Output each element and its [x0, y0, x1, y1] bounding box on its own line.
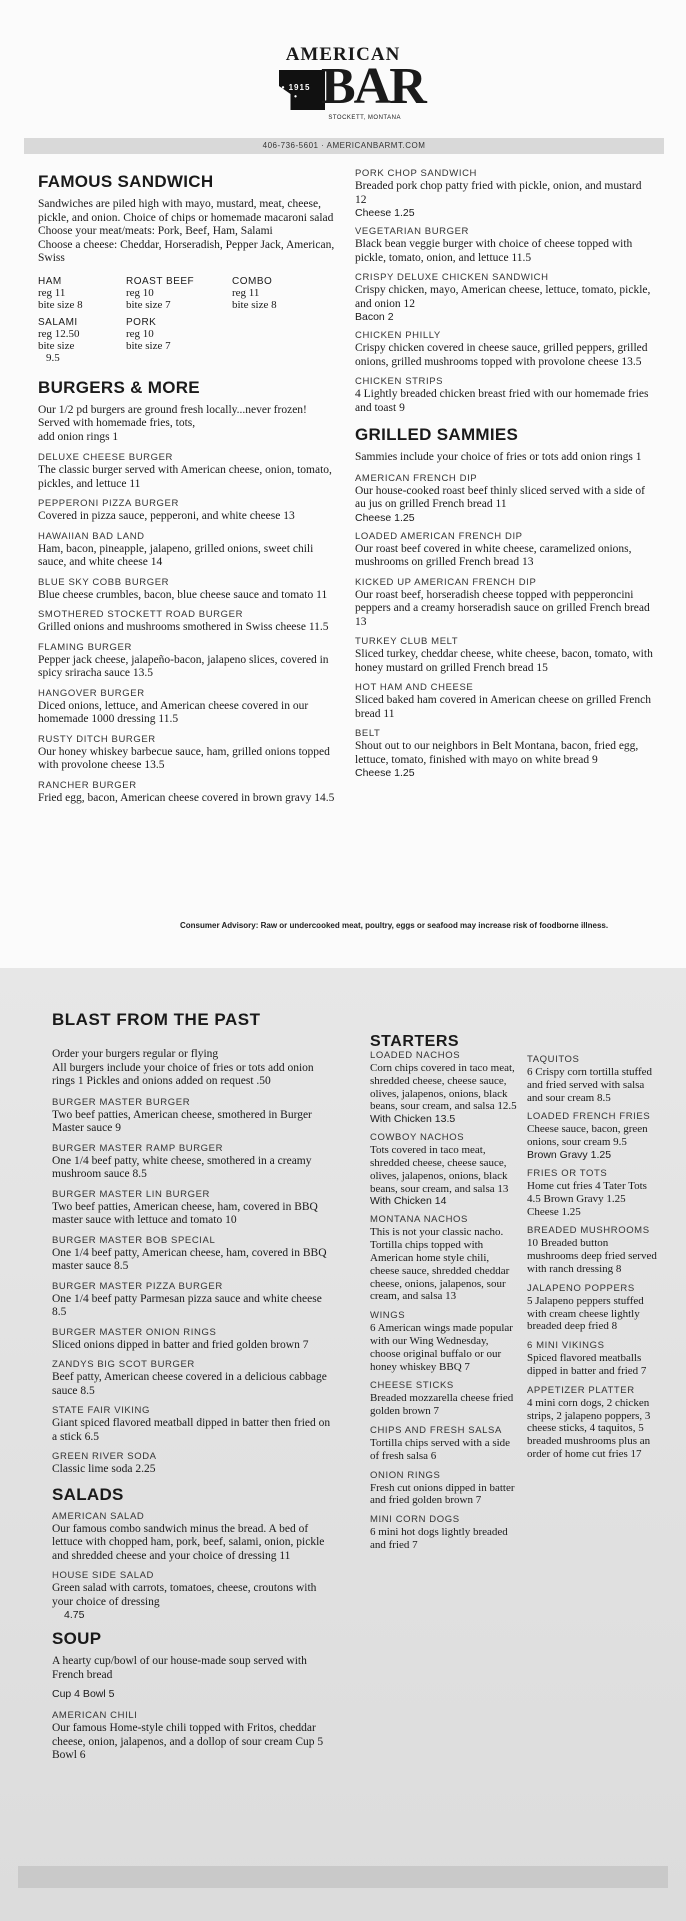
menu-item-name: HOT HAM AND CHEESE — [355, 682, 474, 693]
meat-option — [232, 276, 332, 311]
menu-item-description: The classic burger served with American cheese, onion, tomato, pickles, and lettuce 11 — [38, 464, 332, 490]
meat-option — [232, 317, 332, 364]
logo-top-text: AMERICAN — [285, 44, 401, 65]
meat-option-price: reg 12.50 — [38, 327, 80, 340]
consumer-advisory: Consumer Advisory: Raw or undercooked meat, poultry, eggs or seafood may increase risk of foodborne illness. — [180, 921, 609, 930]
menu-item-name: RUSTY DITCH BURGER — [38, 733, 156, 745]
menu-item-description: Tortilla chips served with a side of fresh salsa 6 — [370, 1436, 511, 1462]
menu-item-name: AMERICAN FRENCH DIP — [355, 472, 478, 484]
salads-title: SALADS — [52, 1484, 124, 1504]
menu-item — [38, 734, 338, 773]
menu-item-description: Green salad with carrots, tomatoes, cheese, croutons with your choice of dressing — [52, 1582, 317, 1608]
page1-right-column — [355, 168, 655, 786]
menu-item-name: RANCHER BURGER — [38, 779, 137, 791]
starters-right-column — [527, 1054, 657, 1468]
menu-item-description: Classic lime soda 2.25 — [52, 1463, 156, 1475]
menu-item-description: Crispy chicken, mayo, American cheese, lettuce, tomato, pickle, and onion 12 — [355, 284, 651, 310]
page1-left-column — [38, 172, 338, 812]
menu-item-extra: Bacon 2 — [355, 311, 394, 323]
starters-middle-column — [370, 1034, 518, 1559]
menu-item-description: Our honey whiskey barbecue sauce, ham, grilled onions topped with provolone cheese 13.5 — [38, 745, 330, 771]
menu-item — [355, 728, 655, 779]
famous-sandwich-intro: Sandwiches are piled high with mayo, mustard, meat, cheese, pickle, and onion. Choice of chips or homemade macaroni salad — [38, 198, 334, 224]
menu-item-name: MINI CORN DOGS — [370, 1514, 460, 1526]
menu-item-name: LOADED NACHOS — [370, 1050, 461, 1061]
menu-item — [52, 1710, 337, 1763]
menu-item-name: HOUSE SIDE SALAD — [52, 1570, 154, 1581]
menu-item — [38, 642, 338, 681]
starters-middle-items — [370, 1050, 518, 1552]
menu-item-name: AMERICAN SALAD — [52, 1510, 145, 1522]
meat-option-price: bite size — [38, 339, 75, 352]
meat-option-price: bite size 7 — [126, 339, 171, 352]
menu-item — [52, 1327, 337, 1353]
meat-option-price: bite size 8 — [38, 298, 83, 311]
menu-item-description: Covered in pizza sauce, pepperoni, and white cheese 13 — [38, 510, 295, 522]
menu-item — [52, 1097, 337, 1136]
menu-item-description: Our famous combo sandwich minus the bread. A bed of lettuce with chopped ham, pork, beef, salami, onion, pickle and shredded cheese and your choice of dressing 11 — [52, 1522, 325, 1562]
menu-item-description: Tots covered in taco meat, shredded cheese, cheese sauce, olives, jalapenos, onions, black beans, sour cream, and salsa 13 — [370, 1144, 509, 1195]
menu-item-name: CRISPY DELUXE CHICKEN SANDWICH — [355, 272, 549, 283]
logo-subtitle: STOCKETT, MONTANA — [328, 115, 401, 121]
menu-item-description: 4 mini corn dogs, 2 chicken strips, 2 jalapeno poppers, 3 cheese sticks, 4 taquitos, 5 breaded mushrooms plus an order of home cut fries 17 — [527, 1396, 651, 1460]
grilled-sammies-intro: Sammies include your choice of fries or tots add onion rings 1 — [355, 451, 642, 463]
menu-item-description: Sliced turkey, cheddar cheese, white cheese, bacon, tomato, with honey mustard on grilled French bread 15 — [355, 648, 653, 674]
salad-items — [52, 1511, 337, 1622]
menu-item-name: SMOTHERED STOCKETT ROAD BURGER — [38, 609, 244, 620]
menu-item-description: Cheese sauce, bacon, green onions, sour cream 9.5 — [527, 1123, 648, 1149]
menu-item-name: FRIES OR TOTS — [527, 1167, 608, 1179]
menu-item-description: Our famous Home-style chili topped with Fritos, cheddar cheese, onion, jalapenos, and a dollop of sour cream Cup 5 Bowl 6 — [52, 1722, 324, 1761]
menu-item-description: Corn chips covered in taco meat, shredded cheese, cheese sauce, olives, jalapenos, onions, black beans, sour cream, and salsa 12.5 — [370, 1062, 517, 1113]
menu-item — [52, 1235, 337, 1274]
meat-option — [126, 276, 232, 311]
menu-item — [527, 1111, 657, 1161]
menu-item-name: STATE FAIR VIKING — [52, 1405, 151, 1416]
menu-item-description: 6 American wings made popular with our Wing Wednesday, choose original buffalo or our honey whiskey BBQ 7 — [370, 1322, 513, 1373]
menu-item-name: CHEESE STICKS — [370, 1380, 454, 1392]
logo-bar-text: BAR — [321, 58, 425, 115]
bottom-bar — [18, 1866, 668, 1888]
burgers-intro: Our 1/2 pd burgers are ground fresh locally...never frozen! Served with homemade fries, tots, — [38, 403, 307, 429]
menu-item-description: Our house-cooked roast beef thinly sliced served with a side of au jus on grilled French bread 11 — [355, 484, 645, 510]
menu-item-description: Crispy chicken covered in cheese sauce, grilled peppers, grilled onions, grilled mushrooms topped with provolone cheese 13.5 — [355, 342, 648, 368]
blast-items — [52, 1097, 337, 1477]
meat-option-price: reg 10 — [126, 286, 154, 299]
menu-item-name: LOADED AMERICAN FRENCH DIP — [355, 530, 523, 542]
meat-option-name: PORK — [126, 316, 157, 328]
menu-item-name: WINGS — [370, 1310, 406, 1322]
menu-item — [52, 1570, 337, 1621]
menu-item-name: FLAMING BURGER — [38, 641, 132, 653]
menu-item-name: BURGER MASTER RAMP BURGER — [52, 1142, 224, 1154]
menu-item-name: CHIPS AND FRESH SALSA — [370, 1424, 502, 1436]
menu-item — [38, 498, 338, 524]
menu-item — [38, 577, 338, 603]
menu-item — [355, 636, 655, 675]
grilled-items — [355, 473, 655, 780]
menu-item-extra: With Chicken 13.5 — [370, 1113, 456, 1126]
menu-item-description: Our roast beef, horseradish cheese topped with pepperoncini peppers and a creamy horseradish sauce on grilled French bread 13 — [355, 588, 650, 628]
menu-item-name: GREEN RIVER SODA — [52, 1451, 157, 1462]
menu-item-name: TURKEY CLUB MELT — [355, 636, 459, 647]
starters-title: STARTERS — [370, 1033, 460, 1050]
meat-option-price: bite size 8 — [232, 298, 277, 311]
menu-item-name: PEPPERONI PIZZA BURGER — [38, 498, 179, 509]
menu-item — [370, 1425, 518, 1463]
menu-item-description: One 1/4 beef patty, white cheese, smothered in a creamy mushroom sauce 8.5 — [52, 1154, 312, 1180]
burgers-intro-addon: add onion rings 1 — [38, 430, 119, 443]
menu-item-name: APPETIZER PLATTER — [527, 1384, 635, 1396]
menu-item-name: LOADED FRENCH FRIES — [527, 1111, 651, 1123]
soup-price: Cup 4 Bowl 5 — [52, 1688, 115, 1700]
page2-left-column — [52, 1048, 337, 1770]
soup-intro: A hearty cup/bowl of our house-made soup served with French bread — [52, 1655, 307, 1681]
menu-item-name: 6 MINI VIKINGS — [527, 1340, 605, 1352]
menu-item-description: Pepper jack cheese, jalapeño-bacon, jalapeno slices, covered in spicy sriracha sauce 13.5 — [38, 653, 329, 679]
menu-item-description: 4 Lightly breaded chicken breast fried with our homemade fries and toast 9 — [355, 388, 649, 414]
menu-item-name: MONTANA NACHOS — [370, 1214, 468, 1226]
menu-item — [527, 1225, 657, 1275]
menu-item — [527, 1054, 657, 1104]
menu-item — [52, 1451, 337, 1477]
meat-option-name: SALAMI — [38, 316, 78, 328]
meat-option-price: bite size 7 — [126, 298, 171, 311]
menu-item-description: Shout out to our neighbors in Belt Montana, bacon, fried egg, lettuce, tomato, finished with mayo on white bread 9 — [355, 740, 639, 766]
menu-item-description: Breaded pork chop patty fried with pickle, onion, and mustard 12 — [355, 180, 642, 206]
menu-item — [370, 1514, 518, 1552]
menu-item — [355, 272, 655, 323]
menu-item-description: Fresh cut onions dipped in batter and fried golden brown 7 — [370, 1481, 515, 1507]
menu-item-name: CHICKEN PHILLY — [355, 330, 441, 341]
menu-item — [38, 452, 338, 491]
menu-item-name: BURGER MASTER ONION RINGS — [52, 1326, 217, 1338]
menu-item-extra: Cheese 1.25 — [355, 767, 415, 779]
menu-item — [52, 1281, 337, 1320]
famous-sandwich-meats: Choose your meat/meats: Pork, Beef, Ham, Salami — [38, 225, 273, 237]
menu-item-description: Grilled onions and mushrooms smothered in Swiss cheese 11.5 — [38, 621, 329, 633]
menu-item-name: BURGER MASTER BOB SPECIAL — [52, 1234, 216, 1246]
menu-item-description: Spiced flavored meatballs dipped in batter and fried 7 — [527, 1352, 647, 1377]
menu-item-name: AMERICAN CHILI — [52, 1710, 138, 1721]
meat-option — [126, 317, 232, 364]
menu-item-name: BURGER MASTER PIZZA BURGER — [52, 1280, 223, 1292]
menu-item — [52, 1359, 337, 1398]
menu-item — [38, 609, 338, 635]
menu-item-name: HANGOVER BURGER — [38, 687, 145, 699]
menu-item-name: CHICKEN STRIPS — [355, 376, 444, 387]
menu-item — [370, 1132, 518, 1207]
menu-item-extra: Cheese 1.25 — [355, 207, 415, 219]
meat-option-price: reg 10 — [126, 327, 154, 340]
menu-item-description: Our roast beef covered in white cheese, caramelized onions, mushrooms on grilled French bread 13 — [355, 542, 632, 568]
menu-item-description: 6 Crispy corn tortilla stuffed and fried served with salsa and sour cream 8.5 — [527, 1066, 653, 1104]
menu-item-description: Two beef patties, American cheese, ham, covered in BBQ master sauce with lettuce and tomato 10 — [52, 1200, 318, 1226]
meat-option-price: 9.5 — [46, 351, 60, 364]
menu-item-extra: Brown Gravy 1.25 — [527, 1148, 612, 1161]
menu-item-name: COWBOY NACHOS — [370, 1132, 465, 1144]
contact-bar: 406-736-5601 · AMERICANBARMT.COM — [24, 138, 664, 154]
blast-from-the-past-title: BLAST FROM THE PAST — [52, 1010, 261, 1029]
meat-option — [38, 317, 126, 364]
menu-item-extra: Cheese 1.25 — [355, 511, 415, 524]
menu-item-description: 10 Breaded button mushrooms deep fried served with ranch dressing 8 — [527, 1237, 657, 1275]
menu-item — [355, 376, 655, 415]
menu-item — [355, 226, 655, 265]
menu-item — [38, 688, 338, 727]
menu-item — [527, 1340, 657, 1378]
menu-item-description: Sliced baked ham covered in American cheese on grilled French bread 11 — [355, 694, 652, 720]
menu-item-description: Giant spiced flavored meatball dipped in batter then fried on a stick 6.5 — [52, 1417, 331, 1443]
meat-option-name: COMBO — [232, 275, 273, 287]
famous-sandwich-title: FAMOUS SANDWICH — [38, 172, 214, 191]
menu-item — [52, 1143, 337, 1182]
grilled-sammies-title: GRILLED SAMMIES — [355, 425, 519, 444]
menu-item-description: Ham, bacon, pineapple, jalapeno, grilled onions, sweet chili sauce, and white cheese 14 — [38, 542, 314, 568]
meat-price-grid — [38, 276, 338, 364]
meat-option-price: reg 11 — [232, 286, 260, 299]
meat-option-name: ROAST BEEF — [126, 275, 195, 287]
menu-item — [355, 531, 655, 570]
menu-item — [355, 577, 655, 630]
menu-item — [38, 780, 338, 806]
menu-item — [370, 1310, 518, 1373]
menu-item — [355, 168, 655, 219]
burger-items — [38, 452, 338, 805]
menu-item-description: One 1/4 beef patty, American cheese, ham, covered in BBQ master sauce 8.5 — [52, 1246, 327, 1272]
famous-sandwich-cheese: Choose a cheese: Cheddar, Horseradish, Pepper Jack, American, Swiss — [38, 238, 335, 264]
menu-item — [527, 1283, 657, 1333]
menu-item-name: BREADED MUSHROOMS — [527, 1225, 650, 1237]
menu-item-name: VEGETARIAN BURGER — [355, 226, 470, 237]
menu-item — [52, 1189, 337, 1228]
menu-item — [355, 682, 655, 721]
logo-year: • 1915 • — [281, 83, 311, 101]
menu-item — [370, 1470, 518, 1508]
menu-item-name: DELUXE CHEESE BURGER — [38, 452, 174, 463]
menu-item-name: JALAPENO POPPERS — [527, 1282, 635, 1294]
menu-item-description: Sliced onions dipped in batter and fried golden brown 7 — [52, 1338, 309, 1351]
menu-item-extra: With Chicken 14 — [370, 1195, 447, 1208]
menu-item-description: Home cut fries 4 Tater Tots 4.5 Brown Gravy 1.25 Cheese 1.25 — [527, 1179, 647, 1218]
menu-item-description: Breaded mozzarella cheese fried golden brown 7 — [370, 1392, 514, 1418]
menu-item-name: PORK CHOP SANDWICH — [355, 168, 477, 179]
menu-item-name: BURGER MASTER BURGER — [52, 1096, 191, 1108]
menu-item — [52, 1405, 337, 1444]
menu-item — [370, 1214, 518, 1303]
menu-item-name: BELT — [355, 728, 381, 739]
menu-item-description: Diced onions, lettuce, and American cheese covered in our homemade 1000 dressing 11.5 — [38, 699, 309, 725]
menu-item-price: 4.75 — [64, 1609, 85, 1621]
menu-item-name: ONION RINGS — [370, 1469, 441, 1481]
menu-item — [38, 531, 338, 570]
soup-items — [52, 1710, 337, 1763]
menu-item-description: Black bean veggie burger with choice of cheese topped with pickle, tomato, onion, and lettuce 11.5 — [355, 238, 633, 264]
menu-item-description: Beef patty, American cheese covered in a delicious cabbage sauce 8.5 — [52, 1371, 327, 1397]
soup-title: SOUP — [52, 1629, 102, 1648]
burgers-title: BURGERS & MORE — [38, 377, 200, 397]
menu-item-description: Two beef patties, American cheese, smothered in Burger Master sauce 9 — [52, 1108, 312, 1134]
menu-item-name: BLUE SKY COBB BURGER — [38, 576, 170, 588]
meat-option — [38, 276, 126, 311]
menu-item-name: ZANDYS BIG SCOT BURGER — [52, 1359, 195, 1370]
menu-item-description: Blue cheese crumbles, bacon, blue cheese sauce and tomato 11 — [38, 588, 328, 601]
menu-item-description: Fried egg, bacon, American cheese covered in brown gravy 14.5 — [38, 791, 335, 804]
blast-intro-detail: All burgers include your choice of fries or tots add onion rings 1 Pickles and onions added on request .50 — [52, 1061, 314, 1087]
menu-item-name: HAWAIIAN BAD LAND — [38, 530, 145, 542]
menu-item-description: 5 Jalapeno peppers stuffed with cream cheese lightly breaded deep fried 8 — [527, 1294, 644, 1333]
menu-item-name: BURGER MASTER LIN BURGER — [52, 1188, 210, 1200]
menu-item — [355, 330, 655, 369]
menu-item — [370, 1380, 518, 1418]
menu-item — [355, 473, 655, 524]
starters-right-items — [527, 1054, 657, 1461]
meat-option-name: HAM — [38, 275, 62, 287]
blast-intro: Order your burgers regular or flying — [52, 1048, 219, 1060]
menu-item-description: One 1/4 beef patty Parmesan pizza sauce and white cheese 8.5 — [52, 1292, 322, 1318]
american-bar-logo — [275, 44, 425, 130]
meat-option-price: reg 11 — [38, 286, 66, 299]
menu-item-description: 6 mini hot dogs lightly breaded and fried 7 — [370, 1526, 508, 1551]
sandwich-items — [355, 168, 655, 415]
menu-item — [527, 1168, 657, 1218]
menu-item — [370, 1050, 518, 1125]
menu-item-name: KICKED UP AMERICAN FRENCH DIP — [355, 576, 537, 588]
menu-item-name: TAQUITOS — [527, 1054, 580, 1065]
menu-item — [52, 1511, 337, 1564]
menu-item — [527, 1385, 657, 1461]
menu-item-description: This is not your classic nacho. Tortilla chips topped with American home style chili, cheese sauce, shredded cheddar cheese, onions, jalapenos, sour cream, and salsa 13 — [370, 1226, 510, 1303]
